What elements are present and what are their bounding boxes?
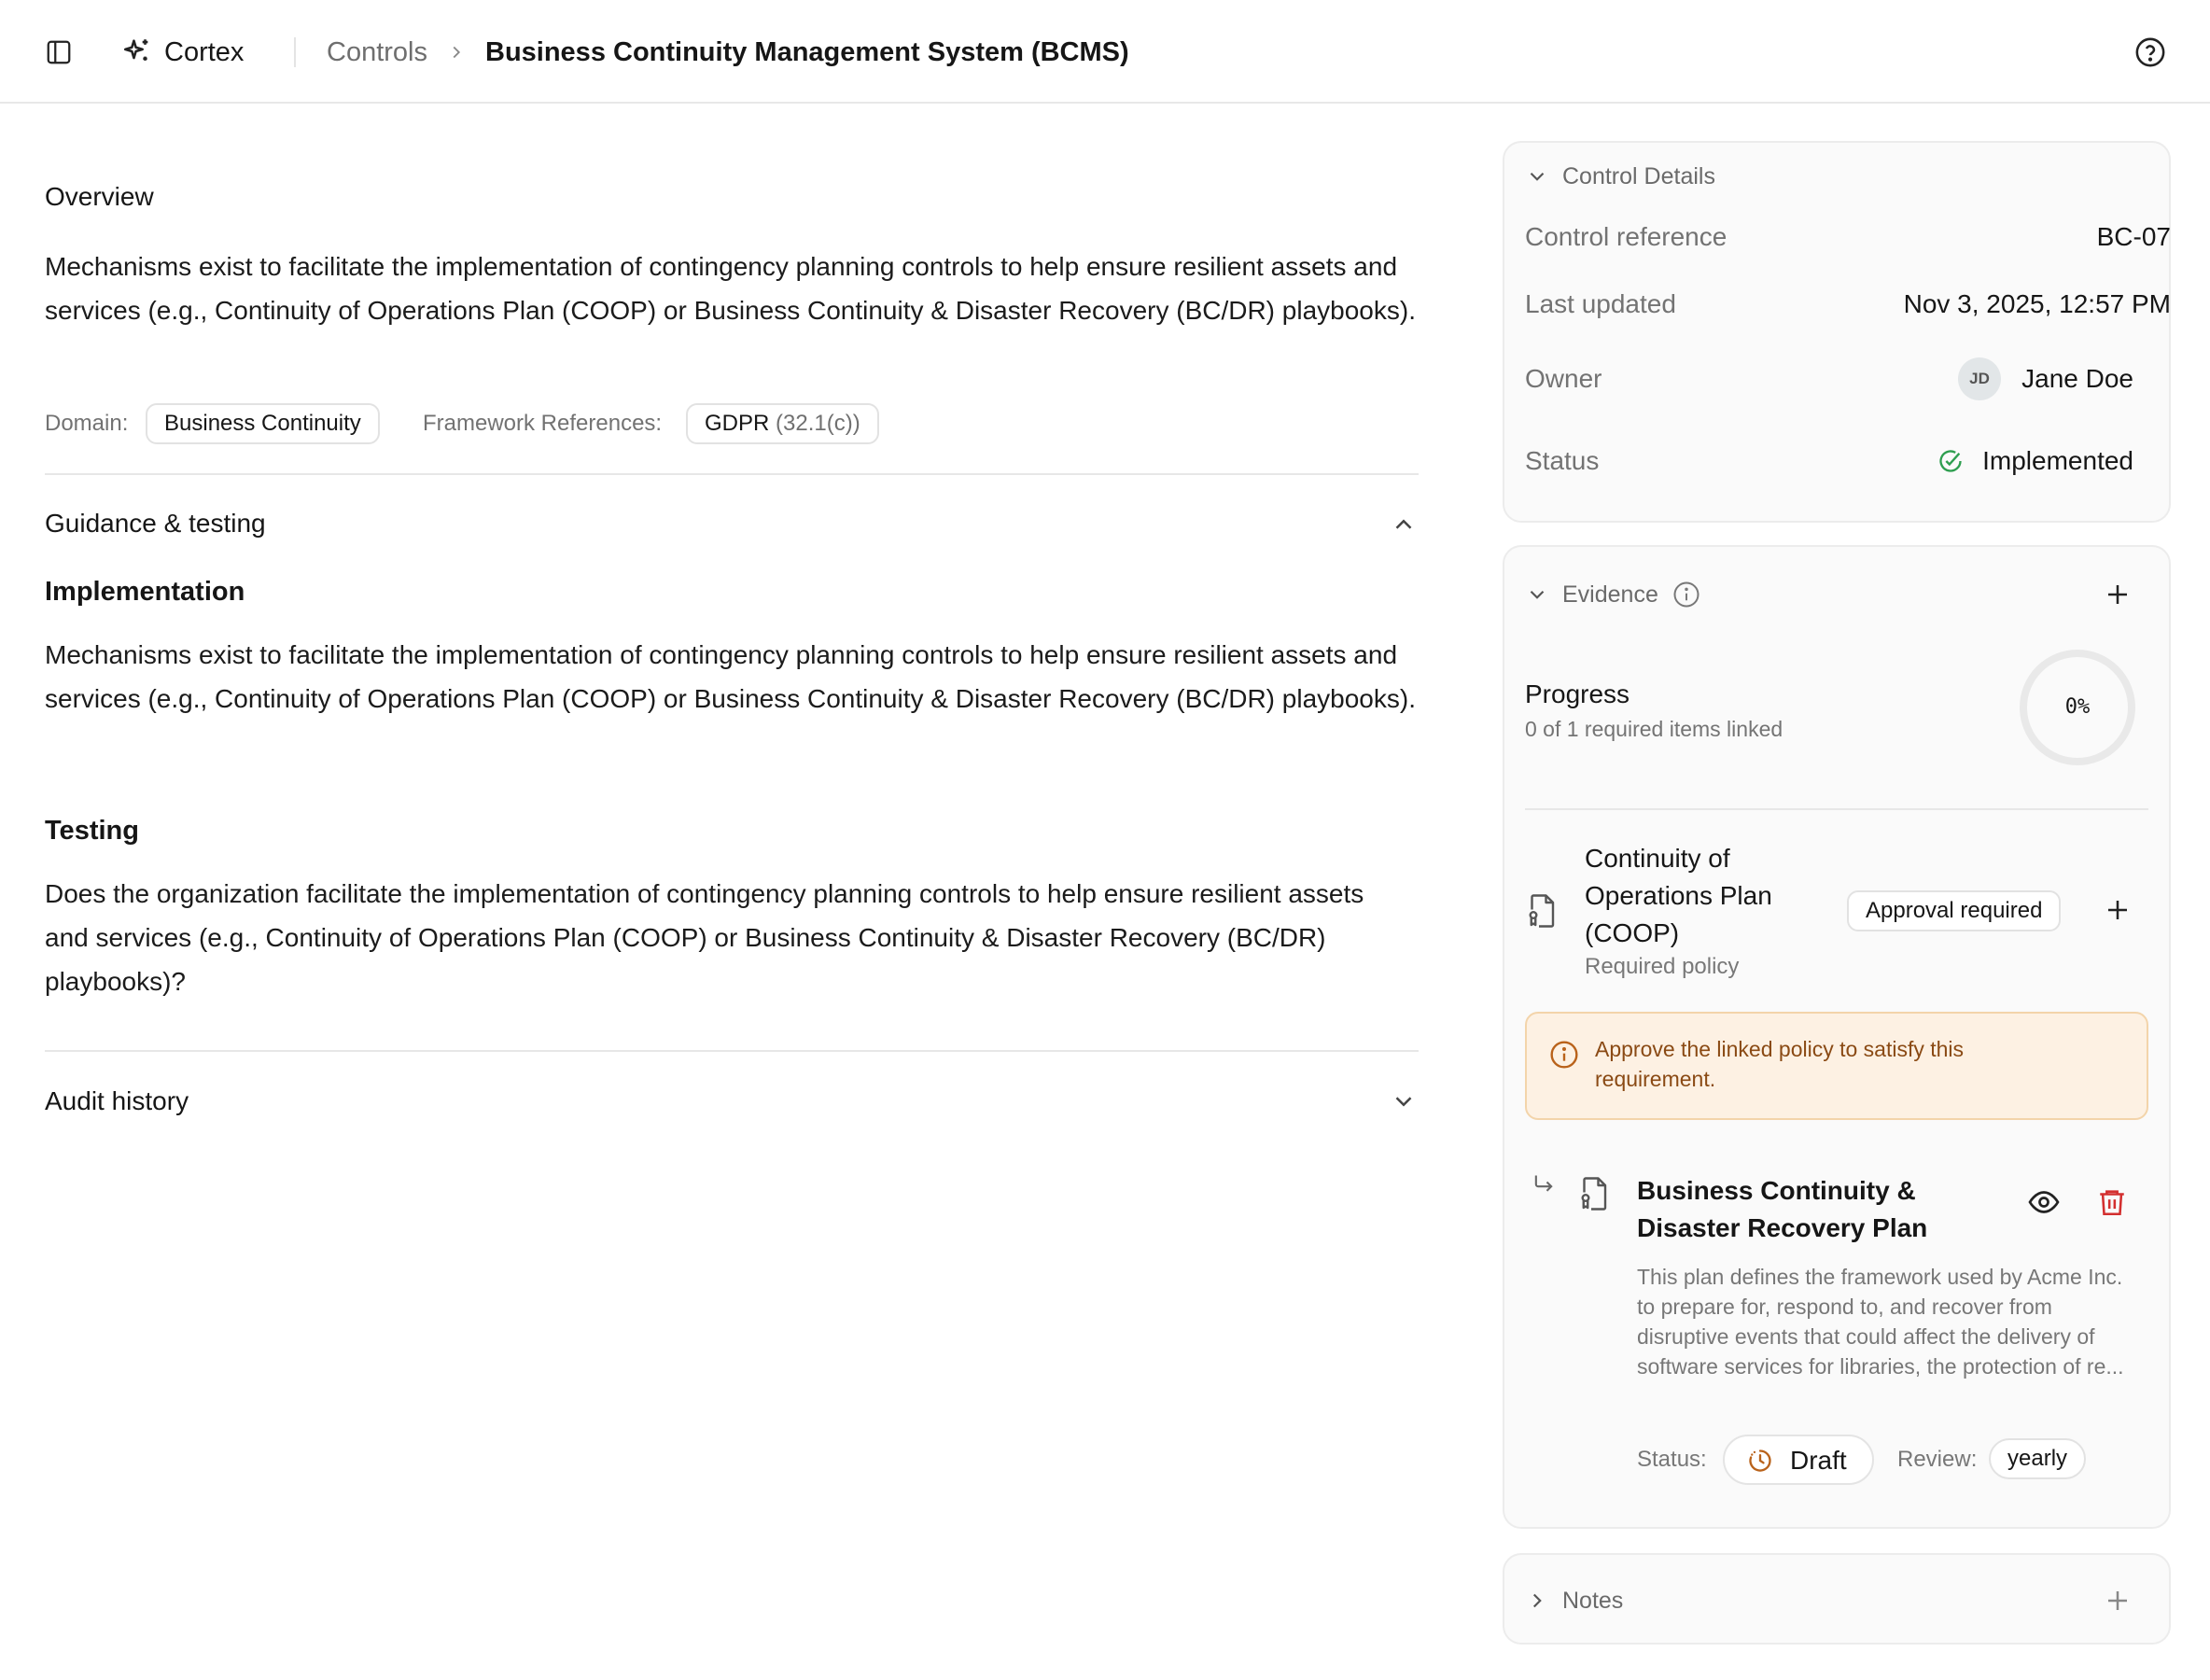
sparkles-icon <box>121 35 153 67</box>
progress-percent: 0% <box>2064 695 2091 719</box>
last-updated-label: Last updated <box>1525 289 1676 318</box>
chevron-up-icon[interactable] <box>1390 511 1418 539</box>
alert-message: Approve the linked policy to satisfy this requirement. <box>1595 1037 1965 1091</box>
chevron-down-icon[interactable] <box>1525 582 1549 607</box>
review-frequency-badge[interactable]: yearly <box>1989 1438 2086 1479</box>
review-label: Review: <box>1897 1447 1978 1472</box>
eye-icon[interactable] <box>2027 1185 2061 1219</box>
policy-document-icon <box>1525 892 1559 930</box>
testing-text: Does the organization facilitate the implementation of contingency planning controls to help ensure resilient assets and services (e.g., Continuity of Operations Plan (COOP) or Business Continuity & Disaster Recovery (BC/DR) playbooks)? <box>45 879 1364 996</box>
evidence-title[interactable]: Evidence <box>1562 581 1658 608</box>
chevron-right-icon[interactable] <box>1525 1589 1549 1613</box>
linked-policy-description: This plan defines the framework used by Acme Inc. to prepare for, respond to, and recover from disruptive events that could affect the delivery of software services for libraries, the protection of re... <box>1637 1265 2124 1379</box>
clock-dashed-icon <box>1747 1448 1773 1474</box>
progress-title: Progress <box>1525 679 1630 708</box>
avatar: JD <box>1958 357 2001 400</box>
chevron-right-icon <box>446 40 467 64</box>
framework-label: Framework References: <box>423 411 663 436</box>
framework-tag[interactable]: GDPR (32.1(c)) <box>686 403 879 444</box>
info-icon[interactable] <box>1672 581 1700 609</box>
divider <box>45 1050 1419 1052</box>
info-icon <box>1549 1040 1579 1070</box>
divider <box>45 473 1419 475</box>
chevron-down-icon[interactable] <box>1525 164 1549 189</box>
help-icon[interactable] <box>2134 36 2166 68</box>
requirement-title[interactable]: Continuity of Operations Plan (COOP) <box>1585 844 1772 947</box>
policy-status-label: Status: <box>1637 1447 1707 1472</box>
breadcrumb-controls[interactable]: Controls <box>327 37 427 67</box>
policy-status-value: Draft <box>1790 1446 1847 1475</box>
add-evidence-button[interactable] <box>2104 581 2132 609</box>
sidebar-toggle-icon[interactable] <box>45 38 73 66</box>
audit-history-heading[interactable]: Audit history <box>45 1086 189 1115</box>
header-divider <box>294 37 296 67</box>
implementation-text: Mechanisms exist to facilitate the implementation of contingency planning controls to help ensure resilient assets and services (e.g., Continuity of Operations Plan (COOP) or Business Continuity & Disaster Recovery (BC/DR) playbooks). <box>45 640 1416 713</box>
progress-subtitle: 0 of 1 required items linked <box>1525 717 1783 741</box>
owner-label: Owner <box>1525 364 1602 393</box>
divider <box>1525 808 2148 810</box>
linked-policy-title[interactable]: Business Continuity & Disaster Recovery Plan <box>1637 1176 1928 1242</box>
control-reference-value: BC-07 <box>2096 222 2171 251</box>
approval-required-badge: Approval required <box>1847 890 2061 931</box>
page-title: Business Continuity Management System (BCMS) <box>485 37 1129 67</box>
implementation-heading: Implementation <box>45 577 245 607</box>
app-name[interactable]: Cortex <box>164 37 245 67</box>
status-value[interactable]: Implemented <box>1982 446 2133 475</box>
owner-name[interactable]: Jane Doe <box>2021 364 2133 393</box>
approval-alert <box>1525 1012 2148 1120</box>
notes-title[interactable]: Notes <box>1562 1588 1624 1614</box>
testing-heading: Testing <box>45 816 139 846</box>
top-bar <box>0 0 2210 104</box>
status-label: Status <box>1525 446 1600 475</box>
check-circle-icon <box>1937 448 1964 474</box>
requirement-subtitle: Required policy <box>1585 954 1740 979</box>
trash-icon[interactable] <box>2096 1185 2128 1219</box>
domain-tag[interactable]: Business Continuity <box>146 403 380 444</box>
overview-heading: Overview <box>45 182 154 211</box>
policy-status-badge[interactable] <box>1723 1435 1874 1485</box>
add-note-button[interactable] <box>2104 1587 2132 1615</box>
link-evidence-button[interactable] <box>2104 896 2132 924</box>
overview-text: Mechanisms exist to facilitate the implementation of contingency planning controls to help ensure resilient assets and services (e.g., Continuity of Operations Plan (COOP) or Business Continuity & Disaster Recovery (BC/DR) playbooks). <box>45 252 1416 325</box>
guidance-heading[interactable]: Guidance & testing <box>45 509 266 538</box>
domain-label: Domain: <box>45 411 129 436</box>
control-details-title[interactable]: Control Details <box>1562 163 1715 189</box>
control-reference-label: Control reference <box>1525 222 1727 251</box>
policy-document-icon <box>1577 1174 1611 1213</box>
chevron-down-icon[interactable] <box>1390 1087 1418 1115</box>
last-updated-value: Nov 3, 2025, 12:57 PM <box>1903 289 2171 318</box>
corner-down-right-icon <box>1531 1172 1557 1198</box>
